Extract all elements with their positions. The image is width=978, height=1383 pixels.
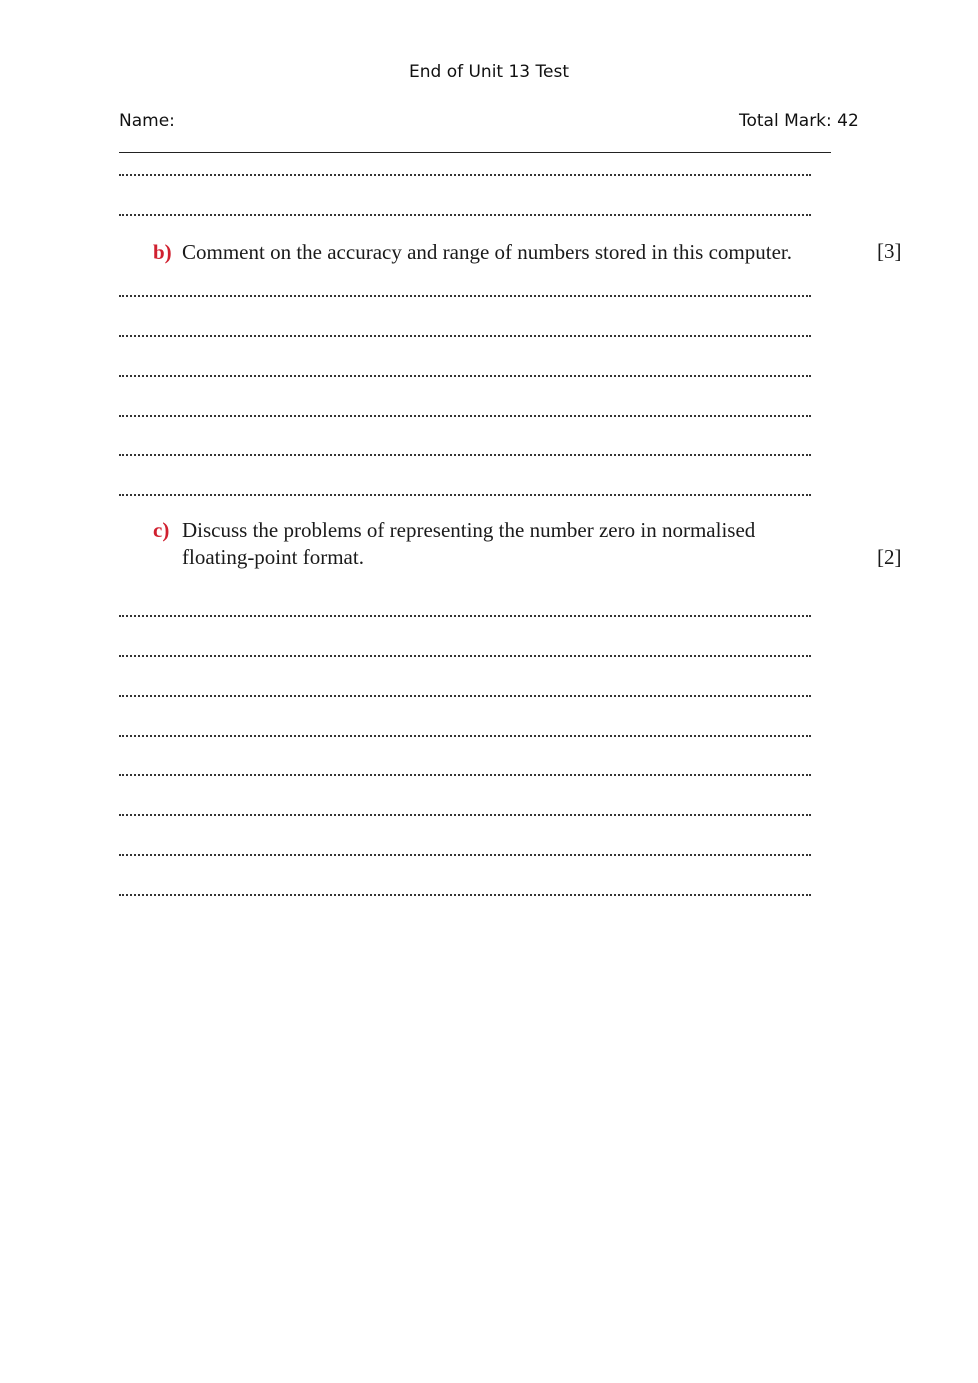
question-b-letter: b) — [153, 240, 172, 264]
page-title: End of Unit 13 Test — [408, 62, 570, 82]
answer-line[interactable] — [119, 854, 811, 856]
answer-line[interactable] — [119, 454, 811, 456]
answer-line[interactable] — [119, 774, 811, 776]
answer-line[interactable] — [119, 814, 811, 816]
question-c-text: Discuss the problems of representing the number zero in normalised floating-point format. — [182, 518, 756, 569]
question-b — [153, 239, 853, 267]
question-b-marks: [3] — [877, 239, 902, 263]
total-mark: Total Mark: 42 — [739, 111, 859, 131]
question-c-letter: c) — [153, 518, 170, 542]
question-c-marks: [2] — [877, 545, 902, 569]
answer-line[interactable] — [119, 894, 811, 896]
answer-line[interactable] — [119, 695, 811, 697]
question-b-text: Comment on the accuracy and range of numbers stored in this computer. — [182, 240, 792, 264]
answer-line[interactable] — [119, 655, 811, 657]
answer-line[interactable] — [119, 335, 811, 337]
answer-line[interactable] — [119, 415, 811, 417]
question-c — [153, 517, 853, 573]
answer-line[interactable] — [119, 494, 811, 496]
answer-line[interactable] — [119, 214, 811, 216]
answer-line[interactable] — [119, 735, 811, 737]
answer-line[interactable] — [119, 295, 811, 297]
answer-line[interactable] — [119, 174, 811, 176]
header-rule — [119, 152, 831, 153]
answer-line[interactable] — [119, 615, 811, 617]
answer-line[interactable] — [119, 375, 811, 377]
name-label: Name: — [119, 111, 175, 131]
